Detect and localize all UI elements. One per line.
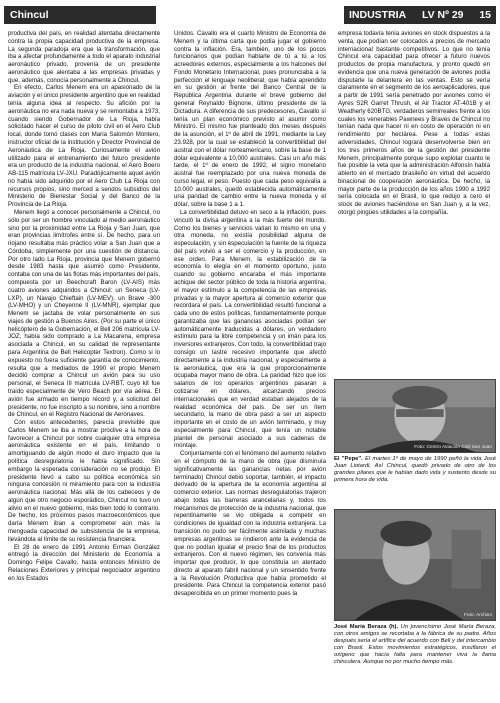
photo-caption — [334, 624, 496, 698]
caption-title: José María Beraza (h). — [334, 624, 399, 630]
paragraph: Unidos. Cavallo era el cuarto Ministro de Economía de Menem y la última carta que podía jugar el gobierno contra la inflación. Era, también, uno de los pocos funcionarios que podían hablarle de tú a tú a los acreedores externos, especialmente a los halcones del Fondo Monetario Internacional, pues pronunciaba a la perfección el lenguaje neoliberal, que había aprendido en su gestión al frente del Banco Central de la República Argentina durante el breve gobierno del general Reynaldo Bignone, último presidente de la Dictadura. A diferencia de sus predecesores, Cavallo sí tenía un plan económico previsto al asumir como Ministro. El mismo fue planteado dos meses después de la asunción, el 1º de abril de 1991, mediante la Ley 23.928, por la cual se estableció la convertibilidad del austral con el dólar norteamericano, sobre la base de 1 dólar equivalente a 10,000 australes. Casi un año más tarde, el 1º de enero de 1992, el signo monetario austral fue reemplazado por una nueva moneda de curso legal, el peso. Puesto que cada peso equivalía a 10.000 australes, quedó establecida automáticamente una paridad de cambio entre la nueva moneda y el dólar, sobre la base 1 a 1. — [174, 30, 326, 209]
portrait-photo-jose-liotardi — [334, 379, 496, 453]
section-label: INDUSTRIA — [349, 9, 407, 21]
paragraph: Conjuntamente con el fenómeno del aumento relativo en el cómputo de la mano de obra (que disminuía significativamente las ganancias netas por avión terminado) Chincul debió soportar, también, el impacto derivado de la apertura de la economía argentina al comercio exterior. Las normas desregulatorias trajeron abajo todas las barreras arancelarias y, todos los mecanismos de protección de la industria nacional, que repentinamente se vio obligada a competir en condiciones de igualdad con la industria extranjera. La transición no pudo ser fácilmente asimilada y muchas empresas argentinas se rindieron ante la evidencia de que no podían igualar el precio final de los productos extranjeros. Con el nuevo régimen, les convenía más importar que producir, lo que constituía un atentado directo al aparato fabril nacional y un sinsentido frente a la Revolución Productiva que había prometido el presidente. Para Chincul la competencia exterior pasó desapercibida en un primer momento pues la — [174, 450, 326, 598]
caption-body: Un jovencísimo José María Beraza, con otros amigos se recortaba a la fábrica de su padre. Años después sería el artífice del acuerdo con Bell y del intercambio con Brasil. Estos movimientos estratégicos, insuflaron el oxígeno que hacía falta para mantener viva la llama chinculera. Aunque no por mucho tiempo más. — [334, 624, 496, 665]
section-header — [4, 6, 156, 24]
paragraph: productiva del país, en realidad atentaba directamente contra la propia capacidad productiva de la empresa. La segunda paradoja era que la transformación, que iba a afectar profundamente a todo el aparato industrial aeronáutico privado, provenía de un presidente aeronáutico que alentaba a las empresas privadas y que, además, conocía personalmente a Chincul. — [8, 30, 160, 84]
article-column-2 — [174, 30, 326, 698]
portrait-image — [335, 510, 495, 620]
paragraph: El 28 de enero de 1991 Antonio Erman González entregó la dirección del Ministerio de Economía a Domingo Felipe Cavallo, hasta entonces Ministro de Relaciones Exteriores y principal negociador argentino en los Estados — [8, 543, 160, 582]
photo-credit: Foto: Centro Aviación Civil San Juan — [414, 445, 492, 450]
photo-caption — [334, 456, 496, 506]
paragraph: Menem llegó a conocer personalmente a Chincul, no sólo por ser un hombre vinculado al medio aeronáutico sino por la proximidad entre La Rioja y San Juan, que eran provincias limítrofes entre sí. De hecho, para un riojano resultaba más práctico volar a San Juan que a Córdoba, simplemente por una cuestión de distancia. Por otro lado La Rioja, provincia que Menem gobernó desde 1983 hasta que asumió como Presidente, contaba con una de las flotas más importantes del país, compuesta por un Beechcraft Baron (LV-AIS) más cuatro aviones adquiridos a Chincul: un Seneca (LV-LXP), un Navajo Chieftain (LV-MEV), un Brave -300 (LV-MHO) y un Cheyenne II (LV-MNR), ejemplar que Menem se jactaba de volar personalmente en sus viajes de gestión a Buenos Aires. (Por su parte el único helicóptero de la Gobernación, el Bell 206 matrícula LV-JOZ, había sido comprado a La Macarena, empresa asociada a Chincul, en su calidad de representante para Argentina de Bell Helicopter Textron). Como si lo expuesto no fuera suficiente garantía de conocimiento, resulta que a mediados de 1990 el propio Menem decidió comprar a Chincul un avión para su uso personal, el Seneca III matrícula LV-RBT, cuyo kit fue traído especialmente de Vero Beach por vía aérea. El avión fue armado en tiempo récord y, a solicitud del presidente, no fue inscripto a su nombre, sino a nombre de Chincul, en el Registro Nacional de Aeronaves. — [8, 208, 160, 419]
paragraph: La convertibilidad detuvo en seco a la inflación, pues vinculó la divisa argentina a la más fuerte del mundo. Como los bienes y servicios valían lo mismo en una y otra moneda, no existía posibilidad alguna de especulación, y sin especulación la fuente de la riqueza del país volvió a ser el comercio y la producción, en ese orden. Para Menem, la estabilización de la economía lo elegía en el momento oportuno, justo cuando su gobierno encaraba el más importante achique del sector público de toda la historia argentina, el mayor estímulo a la competencia de las empresas privadas y la mayor apertura al comercio exterior que recordara el país. La convertibilidad resultó funcional a cada uno de estos políticas, fundamentalmente porque garantizaba que las ganancias asociadas podían ser automáticamente traducidas a dólares, un verdadero estímulo para la libre competencia y un imán para los inversores extranjeros. Con todo, la convertibilidad trajo consigo un lastre recesivo importante que afectó directamente a la industria nacional, y especialmente a la aeronáutica, que era la que proporcionalmente ocupaba mayor mano de obra. La paridad hizo que los salarios de los operarios argentinos pasaran a cotizarse en dólares, alcanzando precios internacionales que en verdad estaban alejados de la realidad económica del país. De ser un ítem secundario, la mano de obra pasó a ser un aspecto importante en el costo de un avión terminado, y muy especialmente para Chincul, que tenía un notable plantel de personal asociado a sus cadenas de montaje. — [174, 208, 326, 450]
caption-title: El "Pepe". — [334, 456, 363, 462]
article-column-1 — [8, 30, 160, 698]
paragraph: En efecto, Carlos Menem era un apasionado de la aviación y el único presidente argentino que en realidad tenía alguna idea al respecto. Su afición por la aeronáutica no era nada nueva y se remontaba a 1973, cuando siendo Gobernador de La Rioja, había solicitado hacer el curso de piloto civil en el Aero Club local, donde tomó clases con Maria Salomón Montero, instructor oficial de la institución y Director Provincial de Aeronáutica de La Rioja. Curiosamente el avión utilizado para el entrenamiento del futuro presidente era un producto de la industria nacional, el Aero Boero AB-115 matrícula LV-JXU. Paradójicamente aquel avión no había sido adquirido por el Aero Club La Rioja con recursos propios, sino merced a sendos subsidios del Ministerio de Bienestar Social y del Banco de la Provincia de La Rioja. — [8, 84, 160, 209]
paragraph: Con estos antecedentes, parecía previsible que Carlos Menem se iba a mostrar proclive a la hora de favorecer a Chincul por sobre cualquier otra empresa aeronáutica existente en el país, limitando o amortiguando de algún modo el duro impacto que la política desregulatoria le había significado. Sin embargo la esperada consideración no se produjo. El presidente llevó a cabo su política económica sin ninguna concesión ni miramiento para con la industria aeronáutica nacional. Más allá de los cabeceos y de algún que otro negocio esporádico, Chincul no tuvo un alivio en el nuevo gobierno, más bien todo lo contrario. De hecho, los próximos pasos macroeconómicos que daría Menem iban a comprometer aún más la menguada capacidad de subsistencia de la empresa, llevándola al límite de su resistencia financiera. — [8, 419, 160, 543]
photo-credit: Foto: Archivo — [464, 613, 492, 618]
section-title: Chincul — [10, 9, 49, 21]
article-column-3 — [338, 30, 490, 376]
page-number: 15 — [479, 9, 491, 21]
portrait-image — [335, 380, 495, 452]
page-header — [344, 6, 496, 24]
paragraph: empresa todavía tenía aviones en stock dispuestos a la venta, que podían ser colocados a precios de mercado internacional bastante competitivos. Lo que no tenía Chincul era capacidad para ofrecer a futuro nuevos productos de propia manufactura, y pronto quedó en evidencia que una nueva generación de aviones podía disputarle la delantera en las ventas. Esto se vería claramente en el segmento de los aeroaplicadores, que a partir de 1991 sería penetrado por aviones como el Ayres S2R Garret Thrush, el Air Tractor AT-401B y el Weatherly 620BTG, verdaderos semirreales frente a los cuales los venerables Pawnees y Braves de Chincul no tenían nada que hacer ni en costo de operación ni en rendimiento por hectárea. Pese a todas estas adversidades, Chincul logrará desenvolverse bien en los tres primeros años de la gestión del presidente Menem, principalmente porque supo explotar cuanto le fue posible la veta que la administración Alfonsín había abierto en el mercado brasileño en virtud del acuerdo binacional de cooperación aeronáutica. De hecho, la mayor parte de la producción de los años 1990 a 1992 sería colocada en el Brasil, lo que redujo a cero el stock de aviones haciéndose en San Juan y, a la vez, otorgó pingües utilidades a la compañía. — [338, 30, 490, 216]
issue-number: LV Nº 29 — [421, 9, 464, 21]
caption-body: El martes 1º de mayo de 1990 peñó la vida José Juan Liotardi, Así Chincul, quedó privado de otro de los grandes pilares que le habían dado vida y sustento desde su primera hora de vida. — [334, 456, 496, 483]
portrait-photo-jose-maria-beraza — [334, 509, 496, 621]
